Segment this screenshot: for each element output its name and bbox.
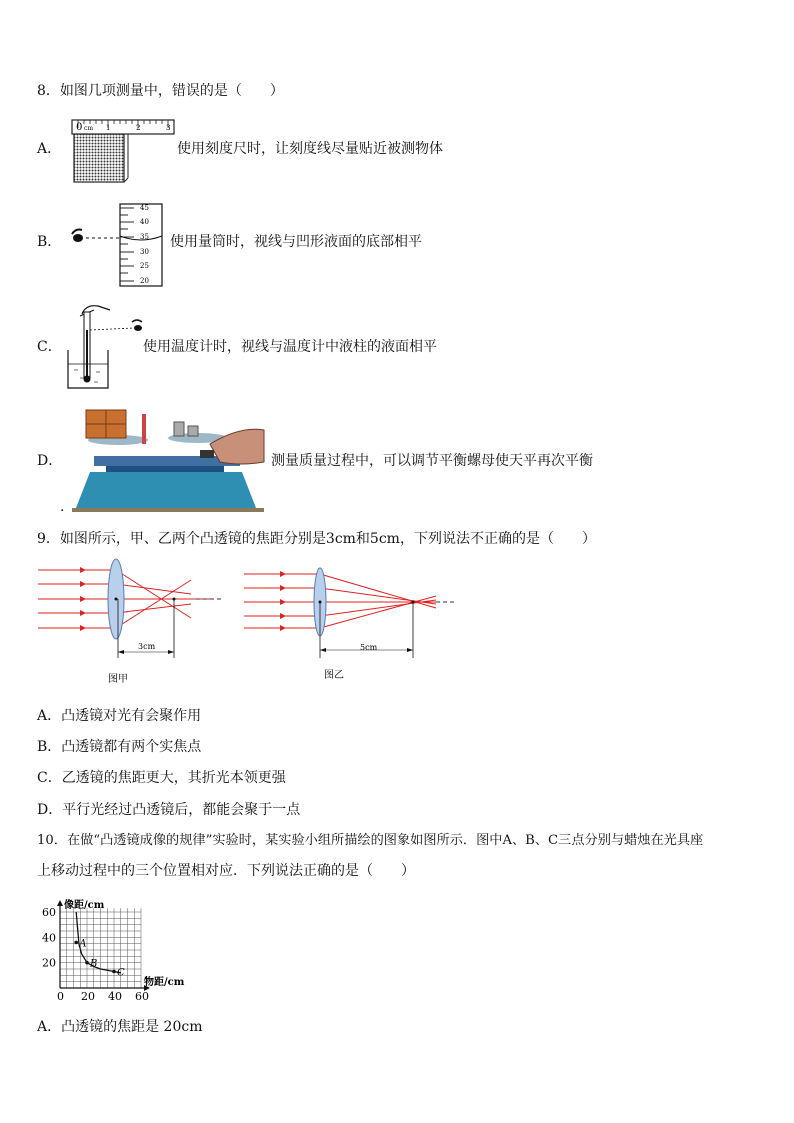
y-axis-arrow bbox=[57, 900, 63, 906]
q10-stem-line1: 10．在做“凸透镜成像的规律”实验时，某实验小组所描绘的图象如图所示．图中A、B、C三点分别与蜡烛在光具座 bbox=[37, 833, 704, 848]
y-tick-label: 40 bbox=[42, 931, 56, 945]
table-edge bbox=[72, 508, 264, 512]
q8-option-b-letter: B． bbox=[37, 234, 62, 250]
ruler-label-0: 0 bbox=[76, 122, 83, 133]
eye-icon bbox=[72, 230, 83, 243]
chart-xlabel: 物距/cm bbox=[144, 977, 185, 988]
q8-option-a-text: 使用刻度尺时，让刻度线尽量贴近被测物体 bbox=[177, 141, 443, 157]
q8-option-a-letter: A． bbox=[37, 141, 62, 157]
thermometer-figure bbox=[64, 300, 144, 390]
q9-option-d: D．平行光经过凸透镜后，都能会聚于一点 bbox=[37, 802, 301, 818]
q10-option-a: A．凸透镜的焦距是 20cm bbox=[37, 1019, 203, 1035]
x-tick-label: 0 bbox=[57, 990, 64, 1003]
cylinder-figure bbox=[66, 200, 170, 288]
ruler-label-1: 1 bbox=[106, 124, 111, 132]
chart-point-label-B: B bbox=[90, 958, 98, 970]
chart-point-A bbox=[74, 941, 78, 945]
focal-length-a: 3cm bbox=[138, 642, 156, 651]
image-distance-chart bbox=[36, 894, 196, 1006]
ruler-label-3: 3 bbox=[166, 124, 171, 132]
balance-figure bbox=[70, 404, 266, 512]
ruler-label-cm: cm bbox=[84, 125, 94, 132]
q9-option-c: C．乙透镜的焦距更大，其折光本领更强 bbox=[37, 770, 286, 786]
balance-base bbox=[76, 472, 256, 508]
q8-stem: 8．如图几项测量中，错误的是（ ） bbox=[37, 83, 284, 99]
ruler-figure bbox=[70, 118, 176, 186]
cylinder bbox=[120, 204, 162, 286]
cylinder-label-45: 45 bbox=[140, 204, 149, 212]
balance-nut bbox=[200, 450, 214, 458]
lens-figure-a bbox=[36, 558, 226, 688]
chart-axes bbox=[57, 900, 150, 991]
cylinder-label-25: 25 bbox=[140, 262, 149, 270]
chart-grid bbox=[60, 908, 141, 988]
cylinder-label-40: 40 bbox=[140, 218, 149, 226]
focal-length-b: 5cm bbox=[360, 643, 378, 652]
sight-line bbox=[90, 328, 134, 330]
q9-stem: 9．如图所示，甲、乙两个凸透镜的焦距分别是3cm和5cm，下列说法不正确的是（ ） bbox=[37, 531, 596, 547]
q9-option-b: B．凸透镜都有两个实焦点 bbox=[37, 739, 202, 755]
ruler-label-2: 2 bbox=[136, 124, 141, 132]
x-tick-label: 60 bbox=[135, 990, 149, 1003]
cylinder-label-20: 20 bbox=[140, 277, 149, 285]
q9-option-a: A．凸透镜对光有会聚作用 bbox=[37, 708, 202, 724]
y-tick-label: 60 bbox=[42, 906, 56, 919]
q8-option-c-text: 使用温度计时，视线与温度计中液柱的液面相平 bbox=[143, 339, 437, 355]
chart-point-B bbox=[85, 961, 89, 965]
measured-block bbox=[74, 132, 124, 182]
q8-trailing-dot: . bbox=[60, 499, 65, 515]
q8-option-d-letter: D． bbox=[37, 453, 63, 469]
weight-2 bbox=[188, 426, 198, 436]
q8-option-d-text: 测量质量过程中，可以调节平衡螺母使天平再次平衡 bbox=[271, 453, 593, 469]
caption-b: 图乙 bbox=[324, 670, 344, 681]
q10-stem-line2: 上移动过程中的三个位置相对应．下列说法正确的是（ ） bbox=[37, 863, 415, 879]
x-tick-label: 40 bbox=[108, 990, 122, 1003]
caption-a: 图甲 bbox=[108, 674, 128, 685]
eye-icon bbox=[132, 320, 142, 331]
q8-option-c-letter: C． bbox=[37, 339, 62, 355]
chart-point-label-A: A bbox=[79, 938, 87, 950]
cylinder-label-30: 30 bbox=[140, 248, 149, 256]
lens-figure-b bbox=[242, 562, 456, 684]
weight-1 bbox=[174, 422, 184, 436]
chart-point-label-C: C bbox=[117, 967, 125, 979]
chart-ylabel: 像距/cm bbox=[64, 900, 105, 911]
pointer bbox=[142, 414, 146, 444]
chart-point-C bbox=[112, 970, 116, 974]
cylinder-label-35: 35 bbox=[140, 233, 149, 241]
x-tick-label: 20 bbox=[81, 990, 95, 1003]
y-tick-label: 20 bbox=[42, 956, 56, 970]
q8-option-b-text: 使用量筒时，视线与凹形液面的底部相平 bbox=[170, 234, 422, 250]
